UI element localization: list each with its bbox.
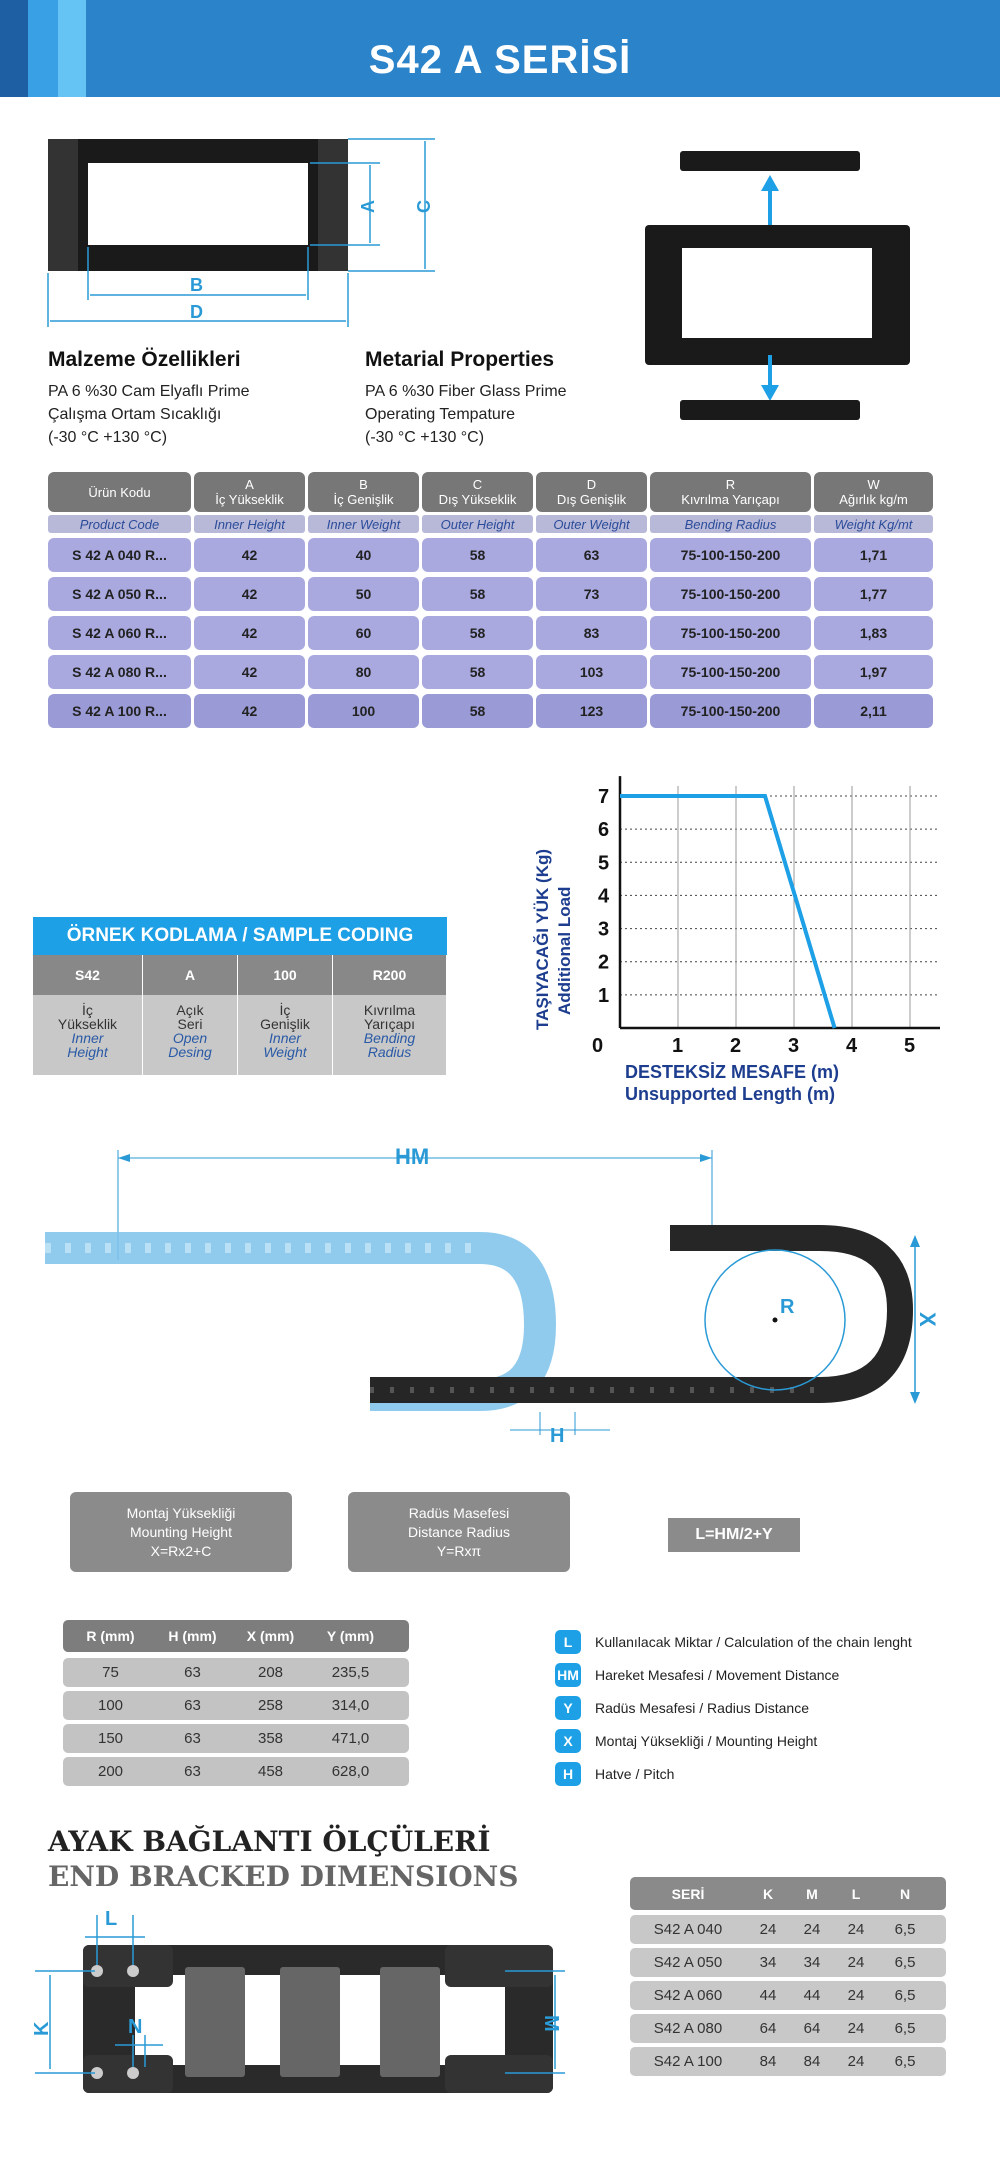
spec-header-top: R: [725, 477, 736, 492]
material-title-tr: Malzeme Özellikleri: [48, 348, 241, 371]
box-line: Distance Radius: [408, 1524, 510, 1540]
spec-header-cell: [650, 472, 811, 512]
sample-desc-tr: İç: [82, 1002, 93, 1018]
box-line: Montaj Yüksekliği: [126, 1505, 236, 1521]
dim-label-c: C: [414, 200, 434, 213]
spec-cell: 58: [422, 577, 533, 611]
spec-cell: 1,97: [814, 655, 933, 689]
seri-table-header-cell: N: [899, 1886, 911, 1902]
radius-table-header-cell: X (mm): [246, 1628, 295, 1644]
x-tick-label: 2: [730, 1035, 742, 1057]
sample-desc-en: Bending: [363, 1030, 416, 1046]
spec-cell: 58: [422, 616, 533, 650]
seri-table-row: [630, 1948, 946, 1977]
label-r: R: [780, 1296, 795, 1318]
spec-header-bottom: Ağırlık kg/m: [839, 492, 908, 507]
spec-cell: 83: [536, 616, 647, 650]
legend-text: Montaj Yüksekliği / Mounting Height: [595, 1733, 818, 1749]
radius-table-header-cell: R (mm): [86, 1628, 135, 1644]
radius-table-cell: 358: [257, 1730, 284, 1747]
radius-table-cell: 63: [184, 1664, 201, 1681]
radius-table-cell: 628,0: [331, 1763, 370, 1780]
seri-table-cell: 84: [803, 2053, 821, 2070]
spec-header-top: W: [867, 477, 880, 492]
legend-text: Kullanılacak Miktar / Calculation of the chain lenght: [595, 1634, 912, 1650]
seri-table-cell: S42 A 060: [653, 1987, 723, 2004]
material-title-en: Metarial Properties: [365, 348, 555, 371]
load-line: [620, 796, 835, 1028]
sample-desc-tr: Yarıçapı: [363, 1016, 416, 1032]
y-tick-label: 2: [598, 951, 610, 974]
spec-cell: 1,71: [814, 538, 933, 572]
seri-table-cell: 6,5: [894, 2020, 916, 2037]
y-tick-label: 6: [598, 819, 610, 842]
spec-header-cell: [48, 472, 191, 512]
radius-table-row: [63, 1757, 409, 1786]
material-line-en: (-30 °C +130 °C): [365, 429, 485, 446]
spec-header-top: D: [586, 477, 597, 492]
sample-desc-tr: Kıvrılma: [363, 1002, 416, 1018]
sample-desc-tr: Açık: [176, 1002, 204, 1018]
x-tick-label: 4: [846, 1035, 858, 1057]
spec-header-cell: [422, 472, 533, 512]
sample-desc-tr: Genişlik: [260, 1016, 310, 1032]
spec-cell: 63: [536, 538, 647, 572]
sample-desc-en: Open: [172, 1030, 208, 1046]
spec-cell: 40: [308, 538, 419, 572]
dim-label-b: B: [190, 275, 203, 295]
label-k: K: [31, 2021, 53, 2036]
sample-coding-title: ÖRNEK KODLAMA / SAMPLE CODING: [33, 917, 447, 955]
sample-desc-tr: Yükseklik: [57, 1016, 118, 1032]
spec-header-top: Ürün Kodu: [88, 484, 151, 500]
seri-table-cell: 24: [847, 2020, 865, 2037]
radius-table-header: [63, 1620, 409, 1652]
seri-table-row: [630, 2014, 946, 2043]
sample-code-desc: [33, 995, 143, 1075]
spec-cell: 75-100-150-200: [650, 616, 811, 650]
seri-table-cell: 44: [759, 1987, 777, 2004]
material-line-tr: Çalışma Ortam Sıcaklığı: [48, 406, 222, 423]
spec-subheader-cell: Outer Height: [422, 515, 533, 533]
seri-table-cell: 24: [759, 1921, 777, 1938]
spec-subheader-cell: Product Code: [48, 515, 191, 533]
radius-table-row: [63, 1658, 409, 1687]
radius-table-cell: 63: [184, 1697, 201, 1714]
spec-cell: 42: [194, 694, 305, 728]
sample-code: 100: [238, 955, 333, 995]
x-axis-label-en: Unsupported Length (m): [625, 1084, 835, 1104]
seri-table-cell: 34: [759, 1954, 777, 1971]
spec-header-bottom: Dış Yükseklik: [438, 492, 517, 507]
spec-table: [48, 472, 955, 737]
spec-cell: 58: [422, 694, 533, 728]
x-tick-label: 3: [788, 1035, 800, 1057]
seri-table-cell: 44: [803, 1987, 821, 2004]
spec-cell: S 42 A 050 R...: [48, 577, 191, 611]
header-banner: [0, 0, 1000, 97]
spec-cell: S 42 A 100 R...: [48, 694, 191, 728]
chain-movement-diagram: [40, 1140, 980, 1460]
spec-header-cell: [814, 472, 933, 512]
seri-table-cell: 6,5: [894, 1987, 916, 2004]
radius-table-cell: 200: [97, 1763, 124, 1780]
seri-table-cell: 64: [803, 2020, 821, 2037]
radius-table-cell: 235,5: [331, 1664, 370, 1681]
spec-subheader-cell: Outer Weight: [536, 515, 647, 533]
sample-desc-en: Inner: [71, 1030, 104, 1046]
seri-table-row: [630, 2047, 946, 2076]
seri-table-header-cell: K: [762, 1886, 774, 1902]
label-x: X: [915, 1312, 940, 1327]
spec-subheader-cell: Weight Kg/mt: [814, 515, 933, 533]
seri-table-cell: S42 A 040: [653, 1921, 723, 1938]
spec-header-bottom: İç Genişlik: [333, 492, 394, 507]
legend-badge: L: [555, 1630, 581, 1654]
spec-header-cell: [308, 472, 419, 512]
box-line: Y=Rxπ: [436, 1543, 482, 1559]
spec-subheader-cell: Bending Radius: [650, 515, 811, 533]
box-line: X=Rx2+C: [150, 1543, 212, 1559]
label-l: L: [105, 1908, 118, 1930]
seri-table-cell: 6,5: [894, 1954, 916, 1971]
seri-table-cell: 84: [759, 2053, 777, 2070]
spec-header-top: A: [245, 477, 254, 492]
box-line: Mounting Height: [130, 1524, 232, 1540]
sample-code-desc: [238, 995, 333, 1075]
spec-cell: S 42 A 060 R...: [48, 616, 191, 650]
spec-header-bottom: Dış Genişlik: [556, 492, 627, 507]
legend-badge: H: [555, 1762, 581, 1786]
sample-code-desc: [333, 995, 447, 1075]
spec-subheader-cell: Inner Weight: [308, 515, 419, 533]
radius-table-cell: 258: [257, 1697, 284, 1714]
radius-table-cell: 458: [257, 1763, 284, 1780]
sample-desc-tr: Seri: [177, 1016, 203, 1032]
box-line: Radüs Masefesi: [408, 1505, 510, 1521]
seri-table-cell: S42 A 080: [653, 2020, 723, 2037]
x-tick-label: 5: [904, 1035, 916, 1057]
seri-table-cell: 64: [759, 2020, 777, 2037]
sample-desc-en: Weight: [263, 1044, 307, 1060]
spec-cell: 73: [536, 577, 647, 611]
distance-radius-box: [348, 1492, 570, 1572]
page-title: S42 A SERİSİ: [368, 38, 632, 82]
spec-cell: 58: [422, 538, 533, 572]
legend-badge: HM: [555, 1663, 581, 1687]
spec-header-top: B: [359, 477, 368, 492]
seri-table-cell: 34: [803, 1954, 821, 1971]
seri-table-cell: 24: [847, 1954, 865, 1971]
seri-table-cell: 24: [847, 1921, 865, 1938]
x-tick-label: 0: [592, 1035, 604, 1057]
spec-cell: 75-100-150-200: [650, 655, 811, 689]
label-n: N: [128, 2016, 143, 2038]
sample-code: A: [143, 955, 238, 995]
seri-table-cell: 6,5: [894, 1921, 916, 1938]
x-tick-label: 1: [672, 1035, 684, 1057]
seri-table-row: [630, 1915, 946, 1944]
legend-text: Hareket Mesafesi / Movement Distance: [595, 1667, 840, 1683]
legend-badge: X: [555, 1729, 581, 1753]
y-tick-label: 4: [598, 885, 610, 908]
sample-desc-en: Radius: [367, 1044, 412, 1060]
spec-header-cell: [536, 472, 647, 512]
y-axis-label: TAŞIYACAĞI YÜK (Kg): [533, 848, 552, 1030]
spec-cell: 1,77: [814, 577, 933, 611]
radius-table-cell: 471,0: [331, 1730, 370, 1747]
spec-cell: 50: [308, 577, 419, 611]
radius-table: [63, 1620, 409, 1790]
end-bracket-title-en: END BRACKED DIMENSIONS: [48, 1860, 519, 1893]
radius-table-header-cell: Y (mm): [326, 1628, 375, 1644]
spec-cell: 80: [308, 655, 419, 689]
spec-cell: S 42 A 080 R...: [48, 655, 191, 689]
sample-desc-en: Desing: [168, 1044, 212, 1060]
spec-cell: 42: [194, 655, 305, 689]
radius-table-cell: 75: [102, 1664, 119, 1681]
end-bracket-drawing: [31, 1895, 575, 2105]
spec-cell: 58: [422, 655, 533, 689]
seri-table-cell: 6,5: [894, 2053, 916, 2070]
radius-table-cell: 314,0: [331, 1697, 370, 1714]
sample-code: S42: [33, 955, 143, 995]
spec-cell: 60: [308, 616, 419, 650]
spec-header-bottom: İç Yükseklik: [215, 492, 284, 507]
sample-coding-table: [33, 917, 447, 1075]
sample-desc-en: Inner: [269, 1030, 301, 1046]
material-line-en: PA 6 %30 Fiber Glass Prime: [365, 383, 567, 400]
spec-cell: 42: [194, 577, 305, 611]
legend-badge: Y: [555, 1696, 581, 1720]
opening-diagram: [630, 145, 930, 430]
mounting-height-box: [70, 1492, 292, 1572]
sample-desc-tr: İç: [279, 1002, 291, 1018]
label-h: H: [550, 1425, 565, 1447]
seri-table-header: [630, 1877, 946, 1910]
y-tick-label: 1: [598, 984, 610, 1007]
radius-table-row: [63, 1691, 409, 1720]
y-axis-label-en: Additional Load: [555, 886, 574, 1015]
seri-table-header-cell: M: [806, 1886, 818, 1902]
radius-table-cell: 63: [184, 1763, 201, 1780]
spec-cell: 75-100-150-200: [650, 694, 811, 728]
legend-text: Radüs Mesafesi / Radius Distance: [595, 1700, 809, 1716]
sample-desc-en: Height: [67, 1044, 108, 1060]
radius-table-header-cell: H (mm): [168, 1628, 217, 1644]
radius-table-row: [63, 1724, 409, 1753]
y-tick-label: 5: [598, 852, 610, 875]
material-line-en: Operating Tempature: [365, 406, 516, 423]
legend: [555, 1630, 975, 1800]
spec-cell: 2,11: [814, 694, 933, 728]
radius-table-cell: 100: [97, 1697, 124, 1714]
seri-table-header-cell: L: [851, 1886, 861, 1902]
radius-table-cell: 63: [184, 1730, 201, 1747]
sample-code-desc: [143, 995, 238, 1075]
sample-code: R200: [333, 955, 447, 995]
spec-cell: 75-100-150-200: [650, 538, 811, 572]
y-tick-label: 7: [598, 786, 610, 808]
spec-subheader-cell: Inner Height: [194, 515, 305, 533]
spec-cell: 42: [194, 538, 305, 572]
spec-header-cell: [194, 472, 305, 512]
radius-table-cell: 150: [97, 1730, 124, 1747]
seri-table: [630, 1877, 946, 2077]
spec-cell: 103: [536, 655, 647, 689]
x-axis-label: DESTEKSİZ MESAFE (m): [625, 1062, 840, 1082]
spec-cell: 123: [536, 694, 647, 728]
label-hm: HM: [395, 1144, 430, 1169]
seri-table-header-cell: SERİ: [671, 1886, 705, 1902]
material-line-tr: (-30 °C +130 °C): [48, 429, 168, 446]
y-tick-label: 3: [598, 918, 610, 941]
spec-header-top: C: [472, 477, 483, 492]
dim-label-a: A: [358, 200, 378, 213]
radius-table-cell: 208: [257, 1664, 284, 1681]
legend-text: Hatve / Pitch: [595, 1766, 675, 1782]
spec-cell: 75-100-150-200: [650, 577, 811, 611]
spec-cell: S 42 A 040 R...: [48, 538, 191, 572]
seri-table-cell: 24: [847, 1987, 865, 2004]
label-m: M: [540, 2015, 562, 2032]
seri-table-cell: 24: [803, 1921, 821, 1938]
formula-box: L=HM/2+Y: [668, 1518, 800, 1552]
seri-table-cell: S42 A 050: [653, 1954, 723, 1971]
end-bracket-title-tr: AYAK BAĞLANTI ÖLÇÜLERİ: [48, 1825, 491, 1858]
link-dimension-drawing: [30, 125, 450, 335]
spec-cell: 1,83: [814, 616, 933, 650]
material-line-tr: PA 6 %30 Cam Elyaflı Prime: [48, 383, 250, 400]
seri-table-row: [630, 1981, 946, 2010]
spec-header-bottom: Kıvrılma Yarıçapı: [681, 492, 780, 507]
dim-label-d: D: [190, 302, 203, 322]
seri-table-cell: 24: [847, 2053, 865, 2070]
seri-table-cell: S42 A 100: [653, 2053, 723, 2070]
spec-cell: 42: [194, 616, 305, 650]
spec-cell: 100: [308, 694, 419, 728]
load-chart: [530, 760, 970, 1110]
